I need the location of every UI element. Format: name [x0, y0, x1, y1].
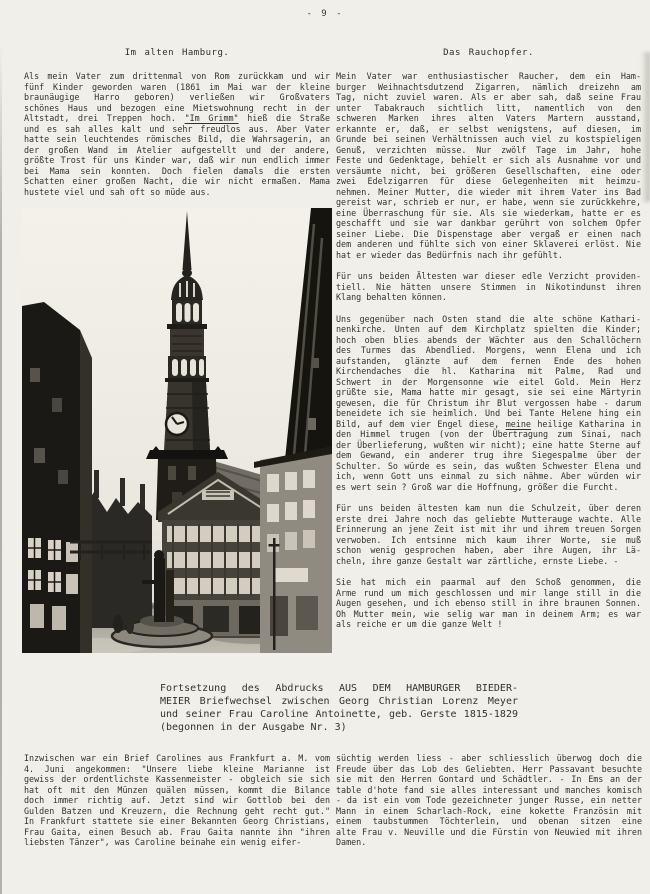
text-line: tiell. Nie hätten unsere Stimmen in Nikotindunst ihren [336, 281, 641, 292]
text-line: der großen Wand im Atelier aufgestellt und der andere, [24, 144, 330, 155]
text-line: grüßte sie, Mama hatte mir gesagt, sie sei eine Märtyrin [336, 387, 641, 397]
right-column [336, 48, 641, 630]
text-line: hoch oben blies abends der Wächter aus den Schallöchern [336, 334, 641, 345]
text-line: Oh Mutter mein, wie selig war man in deinem Arm; es war [336, 608, 641, 619]
text-line: dem anderen und fühlte sich von einer Sklaverei erlöst. Nie [336, 239, 641, 249]
text-line: Tag, nicht zuviel waren. Als er aber sah, daß seine Frau [336, 92, 641, 102]
text-line [336, 419, 641, 430]
text-line: ich, wenn Gott uns einmal zu sich nähme. Aber würden wir [336, 471, 641, 481]
text-line: Uns gegenüber nach Osten stand die alte schöne Kathari- [336, 313, 641, 324]
text-line: doch immer richtig auf. Jetzt sind wir Gottlob bei den [24, 795, 330, 805]
text-line: fünf Kinder geworden waren (1861 im Mai war der kleine [24, 81, 330, 92]
text-line: schon wenig gesprochen haben, aber ihre Augen, ihr Lä- [336, 545, 641, 555]
right-paragraph-5 [336, 577, 641, 630]
text-line: unter Tabakrauch sichtlich litt, namentlich von den [336, 102, 641, 113]
text-line: eine Überraschung für sie. Als sie wiederkam, hatte er es [336, 207, 641, 218]
text-line: gewiss der ordentlichste Kassenmeister - obgleich sie sich [24, 774, 330, 784]
scan-smudge-artifact [641, 52, 650, 202]
text-line-segment: heilige Katharina in [530, 418, 642, 429]
text-line: burger Weihnachtsdutzend Zigarren, nämlich dreizehn am [336, 81, 641, 92]
photo-lamppost [273, 538, 276, 650]
text-line: nenkirche. Unten auf dem Kirchplatz spielten die Kinder; [336, 324, 641, 334]
text-line: Damen. [336, 837, 367, 847]
text-line: zwei Edelzigarren für diese Gelegenheiten mit heimzu- [336, 176, 641, 186]
text-line: table d'hote fand sie alles interessant und manches komisch [336, 784, 642, 795]
katharinenkirche-photo [22, 208, 332, 653]
text-line: Gulden Batzen und Kreuzern, die Rechnung geht recht gut." [24, 805, 330, 816]
text-line-segment: hieß die Straße [238, 113, 330, 123]
text-line: Fortsetzung des Abdrucks AUS DEM HAMBURGER BIEDER- [160, 683, 518, 694]
text-line: des Turmes das Abendlied. Morgens, wenn Elena und ich [336, 345, 641, 355]
text-line: Feste und Gedenktage, behielt er sich als Ausnahme vor und [336, 155, 641, 165]
text-line: hatte sein leuchtendes römisches Bild, die Wahrsagerin, an [24, 134, 330, 144]
text-line: - da ist ein vom Tode gezeichneter junger Russe, ein netter [336, 795, 642, 805]
text-line: MEIER Briefwechsel zwischen Georg Christian Lorenz Meyer [160, 696, 518, 707]
text-line: und seiner Frau Caroline Antoinette, geb. Gerste 1815-1829 [160, 709, 518, 720]
text-line: hat oft mit den Münzen quälen müssen, kommt die Bilance [24, 784, 330, 795]
text-line: verwoben. Ich entsinne mich kaum ihrer Worte, sie muß [336, 534, 641, 545]
text-line: und es sah alles kalt und sehr freudlos aus. Aber Vater [24, 123, 330, 134]
text-line: hat er wieder das Bedürfnis nach ihr gefühlt. [336, 249, 563, 260]
text-line: seiner Liebe. Die Dispenstage aber vergaß er einen nach [336, 228, 641, 239]
text-line: braunäugige Harro geboren) verließen wir Großvaters [24, 92, 330, 102]
text-line: Inzwischen war ein Brief Carolines aus Frankfurt a. M. vom [24, 753, 330, 763]
text-line: einem taubstummen Töchterlein, und obenan sitzen eine [336, 816, 642, 826]
right-paragraph-3 [336, 314, 641, 493]
text-line: geschafft und sie war dankbar gerührt von solchem Opfer [336, 218, 641, 228]
text-line: Als mein Vater zum drittenmal von Rom zurückkam und wir [24, 71, 330, 81]
text-line: als reiche er um die ganze Welt ! [336, 619, 503, 629]
text-line: es wert sein ? Groß war die Hoffnung, größer die Furcht. [336, 481, 619, 492]
right-paragraph-2 [336, 271, 641, 303]
left-column [24, 48, 330, 197]
text-line: schweren Marken ihres alten Vaters Martern ausstand, [336, 113, 641, 123]
text-line: Mein Vater war enthusiastischer Raucher, dem ein Ham- [336, 71, 641, 81]
text-line: Kirchendaches die hl. Katharina mit Palme, Rad und [336, 366, 641, 376]
text-line: der Überlieferung, wußten wir nicht); eine hatte Sterne auf [336, 439, 641, 450]
photo-right-facade [254, 446, 332, 653]
text-line: Klang behalten können. [336, 292, 447, 302]
text-line: Schulter. So würde es sein, das wußten Schwester Elena und [336, 460, 641, 471]
bottom-left-paragraph [24, 753, 330, 848]
text-line: süchtig werden liess - aber schliesslich überwog doch die [336, 753, 642, 763]
left-column-heading: Im alten Hamburg. [124, 48, 230, 58]
text-line: Schwert in der Morgensonne wie eitel Gold. Mein Herz [336, 376, 641, 387]
bottom-right-paragraph [336, 753, 642, 848]
bottom-right-column [336, 753, 642, 848]
text-line: versäumte nicht, bei größeren Gesellschaften, eine oder [336, 165, 641, 176]
text-line: Arme rund um mich geschlossen und mir lange still in die [336, 587, 641, 598]
text-line: größte Trost für uns Kinder war, daß wir nun endlich immer [24, 155, 330, 165]
text-line: (begonnen in der Ausgabe Nr. 3) [160, 722, 347, 733]
text-line: gereist war, schrieb er nur, er habe, wenn sie zurückkehre, [336, 197, 641, 207]
text-line: beneidete ich sie heimlich. Und bei Tante Helene hing ein [336, 408, 641, 418]
text-line [24, 113, 330, 124]
text-line: alte Frau v. Neuville und die Fürstin von Neuwied mit ihren [336, 826, 642, 837]
text-line: bei Mama sein konnten. Doch fielen damals die ersten [24, 165, 330, 176]
text-line: Schatten einer großen Nacht, die wir nicht ermaßen. Mama [24, 176, 330, 186]
text-line: Augen gesehen, und ich ebenso still in ihre braunen Sonnen. [336, 598, 641, 608]
scan-edge-artifact [0, 42, 2, 894]
text-line: hustete viel und sah oft so müde aus. [24, 186, 211, 197]
text-line: In Frankfurt stattete sie einer Bekannten Georg Christians, [24, 816, 330, 826]
page-number: - 9 - [306, 9, 344, 19]
text-line: Erinnerung an jene Zeit ist mit ihr und ihrem treuen Sorgen [336, 524, 641, 534]
photo-caption [160, 682, 518, 734]
text-line: Mann in einem Scharlach-Rock, eine kokette Französin mit [336, 805, 642, 816]
bottom-left-column [24, 753, 330, 848]
underlined-text: meine [505, 418, 531, 429]
text-line: Sie hat mich ein paarmal auf den Schoß genommen, die [336, 577, 641, 587]
text-line: Genuß, verzichten müsse. Nur zwölf Tage im Jahr, hohe [336, 144, 641, 155]
underlined-text: "Im Grimm" [184, 113, 239, 123]
text-line: Für uns beiden ältesten kam nun die Schulzeit, über deren [336, 503, 641, 513]
text-line: schönes Haus und bezogen eine Mietswohnung recht in der [24, 102, 330, 113]
text-line: dem Gewand, ein anderer trug ihre Siegespalme über der [336, 450, 641, 460]
text-line: nehmen. Meiner Mutter, die wieder mit ihrem Vater ins Bad [336, 186, 641, 197]
photo-left-building [22, 302, 92, 653]
text-line: 4. Juni angekommen: "Unsere liebe kleine Marianne ist [24, 763, 330, 774]
left-column-paragraph [24, 71, 330, 197]
text-line: liebsten Tänzer", was Caroline beinahe ein wenig eifer- [24, 837, 302, 847]
text-line: sie mit den Herren Gontard und Schädtler. - In Ems an der [336, 774, 642, 784]
text-line: Freude über das Lob des Geliebten. Herr Passavant besuchte [336, 763, 642, 774]
right-column-heading: Das Rauchopfer. [443, 48, 534, 58]
text-line: gewesen, die für Christum ihr Blut vergossen habe - darum [336, 397, 641, 408]
text-line-segment: Altstadt, drei Treppen hoch. [24, 113, 185, 123]
right-paragraph-4 [336, 503, 641, 566]
text-line: den Himmel trugen (von der Übertragung zum Sinai, nach [336, 429, 641, 439]
text-line: cheln, ihre ganze Gestalt war zärtliche, ernste Liebe. - [336, 555, 619, 566]
text-line: aufstanden, glänzte auf dem fernen Ende des hohen [336, 355, 641, 366]
text-line: erste drei Jahre noch das geliebte Mutterauge wachte. Alle [336, 513, 641, 524]
text-line: erkannte er, daß, er selbst wenigstens, auf diesen, im [336, 123, 641, 134]
text-line-segment: Bild, auf dem vier Engel diese, [336, 418, 506, 429]
text-line: Für uns beiden Ältesten war dieser edle Verzicht providen- [336, 271, 641, 281]
text-line: Grunde bei seinen Verhältnissen auch viel zu kostspieligen [336, 134, 641, 144]
right-paragraph-1 [336, 71, 641, 260]
text-line: Frau Gaita, einen Besuch ab. Frau Gaita nannte ihn "ihren [24, 826, 330, 837]
